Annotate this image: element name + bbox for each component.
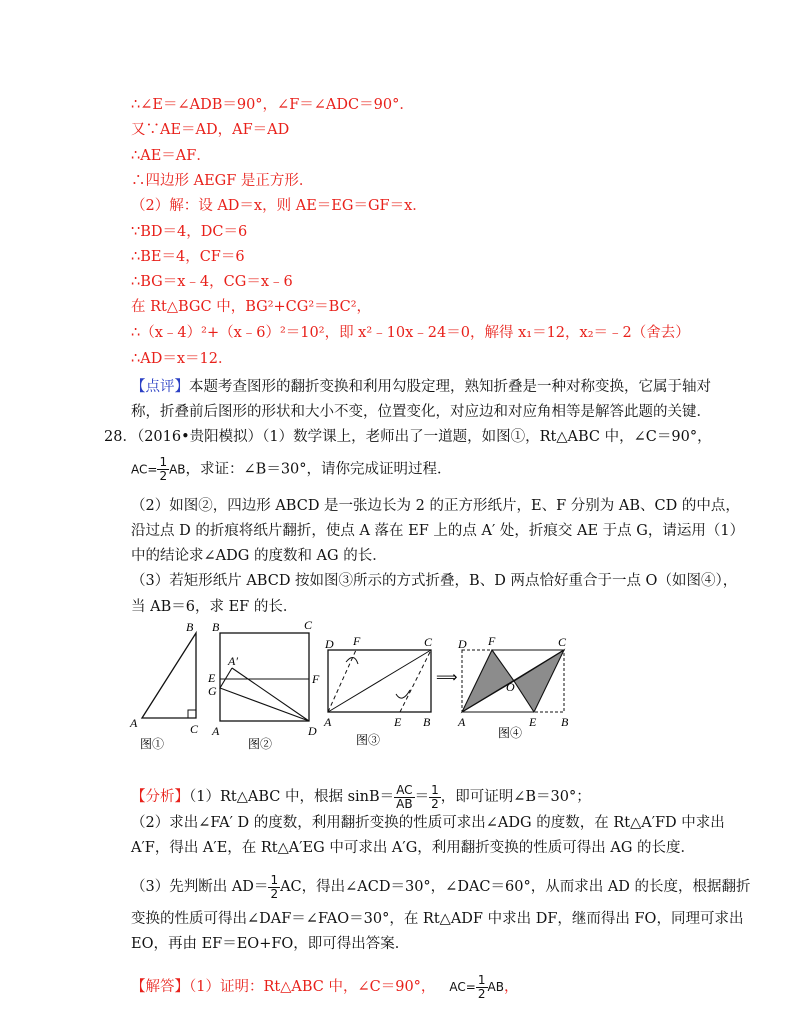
answer-comma: ， [503,979,519,995]
analysis-tag: 【分析】 [131,789,189,805]
fig3-label-E: E [394,715,402,729]
equals-sign: ＝ [414,789,430,805]
problem-text: ，求证：∠B＝30°，请你完成证明过程． [185,461,452,478]
fig1-label-B: B [186,620,194,634]
solution-line: ∴AD＝x＝12． [131,351,233,367]
solution-line: ∴BG＝x﹣4，CG＝x﹣6 [131,274,293,290]
ab-label: AB [169,462,186,477]
solution-line: ∵BD＝4，DC＝6 [131,224,248,240]
fig2-label-B: B [212,620,220,634]
solution-line: 在 Rt△BGC 中，BG²+CG²＝BC²， [131,299,372,315]
fig1-label-C: C [190,722,199,736]
fig2-label-D: D [308,724,317,738]
fig3-label-A: A [324,715,332,729]
fig4-label-O: O [506,680,515,694]
fraction-numerator: 1 [431,782,439,797]
problem-line: 沿过点 D 的折痕将纸片翻折，使点 A 落在 EF 上的点 A′ 处，折痕交 AE 于点 G，请运用（1） [131,523,745,539]
fraction-ac-ab [394,784,414,811]
problem-line: （3）若矩形纸片 ABCD 按如图③所示的方式折叠，B、D 两点恰好重合于一点 O（如图④）， [131,573,738,589]
answer-tag: 【解答】 [131,979,189,995]
fig2-label-G: G [208,684,217,698]
solution-line: ∴BE＝4，CF＝6 [131,249,245,265]
fraction-numerator: 1 [159,455,168,469]
fraction-denominator: 2 [477,986,486,1001]
fig4-label-A: A [458,715,466,729]
ac-label: AC= [449,980,476,994]
fraction-half [268,874,280,901]
fig2-caption: 图② [248,737,273,751]
fig2-label-A1: A′ [228,654,238,668]
answer-text: （1）证明：Rt△ABC 中，∠C＝90°， [189,979,436,995]
problem-line: 当 AB＝6，求 EF 的长． [131,599,298,615]
ab-label: AB [487,980,504,994]
fraction-denominator: 2 [431,796,439,811]
analysis-text: （3）先判断出 AD＝ [131,879,269,895]
fig4-label-E: E [529,715,537,729]
analysis-line: EO，再由 EF＝EO+FO，即可得出答案． [131,936,410,952]
fig2-label-E: E [208,671,216,685]
fig3-label-F: F [353,634,361,648]
problem-line: 中的结论求∠ADG 的度数和 AG 的长． [131,548,387,564]
fig2-label-F: F [312,672,320,686]
fig3-caption: 图③ [356,733,381,747]
solution-line: ∴∠E＝∠ADB＝90°，∠F＝∠ADC＝90°． [131,97,414,113]
fraction-half [429,784,441,811]
geometry-figures [120,615,590,755]
fig1-caption: 图① [140,737,165,751]
fraction-numerator: AC [394,784,414,798]
fig3-label-D: D [325,637,334,651]
fraction-denominator: 2 [159,469,168,483]
problem-number-line [104,427,712,447]
fraction-denominator: 2 [270,886,279,901]
solution-line: （2）解：设 AD＝x，则 AE＝EG＝GF＝x． [131,198,427,214]
fraction-numerator: 1 [270,872,279,887]
fraction-numerator: 1 [477,972,486,987]
problem-line: （2）如图②，四边形 ABCD 是一张边长为 2 的正方形纸片，E、F 分别为 AB、CD 的中点， [131,498,740,514]
review-line: 称，折叠前后图形的形状和大小不变，位置变化，对应边和对应角相等是解答此题的关键． [131,404,711,420]
solution-line: ∴（x﹣4）²+（x﹣6）²＝10²，即 x²﹣10x﹣24＝0，解得 x₁＝12，x₂＝﹣2（舍去） [131,325,690,341]
fraction-denominator: AB [396,796,413,811]
analysis-line: A′F，得出 A′E，在 Rt△A′EG 中可求出 A′G，利用翻折变换的性质可得出 AG 的长度． [131,840,696,856]
review-text: 本题考查图形的翻折变换和利用勾股定理，熟知折叠是一种对称变换，它属于轴对 [189,379,711,395]
review-line [131,377,711,397]
fig2-label-C: C [304,618,313,632]
arrow-icon: ⟹ [436,670,458,686]
fraction-half [157,456,169,483]
ac-label: AC= [131,462,158,477]
problem-number: 28． [104,429,137,445]
analysis-text: AC，得出∠ACD＝30°，∠DAC＝60°，从而求出 AD 的长度，根据翻折 [280,879,751,895]
analysis-line [131,870,751,904]
figure-2 [207,618,320,738]
fig3-label-C: C [424,635,433,649]
fig2-label-A: A [212,724,220,738]
solution-line: ∴四边形 AEGF 是正方形． [131,173,314,189]
analysis-line [131,780,591,814]
fig3-label-B: B [423,715,431,729]
fig4-label-D: D [458,637,467,651]
fig4-label-B: B [561,715,569,729]
solution-line: 又∵AE＝AD，AF＝AD [131,122,290,138]
figure-4 [457,634,569,729]
analysis-line: 变换的性质可得出∠DAF＝∠FAO＝30°，在 Rt△ADF 中求出 DF，继而得出 FO，同理可求出 [131,911,744,927]
analysis-text: ，即可证明∠B＝30°； [440,789,591,805]
problem-line [131,456,452,483]
review-tag: 【点评】 [131,379,189,395]
fig4-caption: 图④ [498,726,523,740]
analysis-line: （2）求出∠FA′ D 的度数，利用翻折变换的性质可求出∠ADG 的度数，在 Rt△A′FD 中求出 [131,815,725,831]
figure-3 [323,634,433,729]
fig4-label-F: F [488,634,496,648]
fig4-label-C: C [558,635,567,649]
problem-text: （2016•贵阳模拟）（1）数学课上，老师出了一道题，如图①，Rt△ABC 中，∠C＝90°， [136,429,712,445]
fig1-label-A: A [130,716,138,730]
analysis-text: （1）Rt△ABC 中，根据 sinB＝ [189,789,395,805]
fraction-half [476,974,488,1001]
solution-line: ∴AE＝AF． [131,148,211,164]
answer-line [131,970,518,1004]
figure-1 [129,620,199,736]
